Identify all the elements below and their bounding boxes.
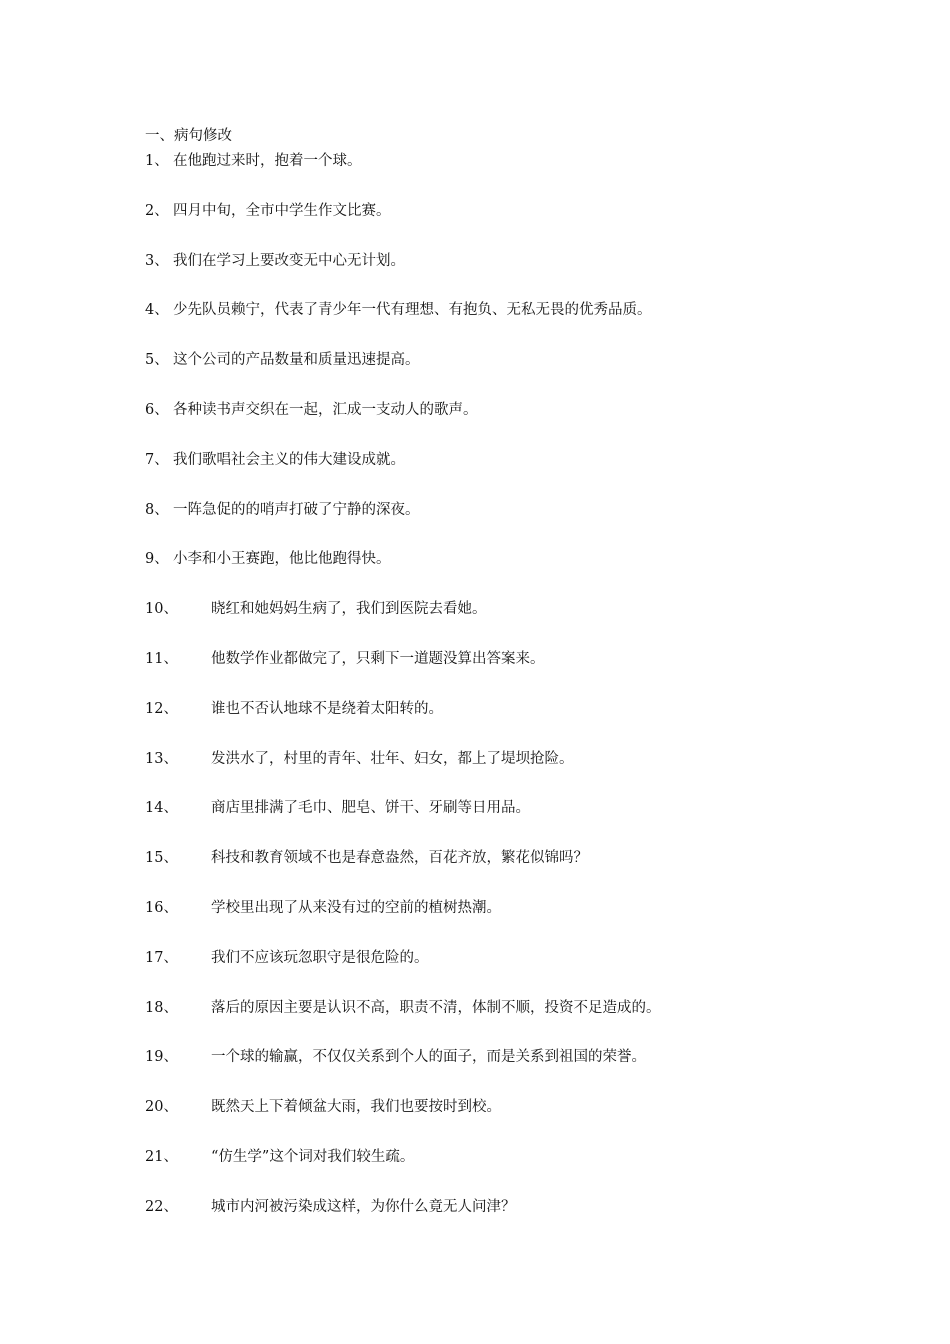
item-number: 4、 — [145, 302, 169, 319]
item-text: 小李和小王赛跑，他比他跑得快。 — [173, 551, 391, 568]
item-number: 19、 — [145, 1049, 178, 1066]
item-text: 一个球的输赢，不仅仅关系到个人的面子，而是关系到祖国的荣誉。 — [211, 1049, 646, 1066]
item-text: 学校里出现了从来没有过的空前的植树热潮。 — [211, 899, 501, 916]
item-text: 四月中旬，全市中学生作文比赛。 — [173, 202, 391, 219]
item-number: 18、 — [145, 999, 178, 1016]
item-number: 7、 — [145, 451, 169, 468]
item-text: 发洪水了，村里的青年、壮年、妇女，都上了堤坝抢险。 — [211, 750, 574, 767]
item-text: 晓红和她妈妈生病了，我们到医院去看她。 — [211, 601, 487, 618]
item-number: 10、 — [145, 601, 178, 618]
item-text: 这个公司的产品数量和质量迅速提高。 — [173, 352, 420, 369]
item-text: 在他跑过来时，抱着一个球。 — [173, 153, 362, 169]
item-text: 科技和教育领域不也是春意盎然，百花齐放，繁花似锦吗？ — [211, 850, 588, 867]
item-number: 1、 — [145, 153, 169, 169]
item-number: 9、 — [145, 551, 169, 568]
item-number: 14、 — [145, 800, 178, 817]
item-number: 2、 — [145, 202, 169, 219]
item-text: 商店里排满了毛巾、肥皂、饼干、牙刷等日用品。 — [211, 800, 530, 817]
item-text: 各种读书声交织在一起，汇成一支动人的歌声。 — [173, 401, 478, 418]
item-number: 3、 — [145, 252, 169, 269]
item-number: 11、 — [145, 650, 178, 667]
item-number: 15、 — [145, 850, 178, 867]
item-number: 6、 — [145, 401, 169, 418]
item-text: 一阵急促的的哨声打破了宁静的深夜。 — [173, 501, 420, 518]
item-text: 我们在学习上要改变无中心无计划。 — [173, 252, 405, 269]
item-text: 谁也不否认地球不是绕着太阳转的。 — [211, 700, 443, 717]
item-text: 既然天上下着倾盆大雨，我们也要按时到校。 — [211, 1099, 501, 1116]
item-number: 8、 — [145, 501, 169, 518]
item-number: 5、 — [145, 352, 169, 369]
item-text: 落后的原因主要是认识不高，职责不清，体制不顺，投资不足造成的。 — [211, 999, 661, 1016]
item-number: 13、 — [145, 750, 178, 767]
section-title: 一、病句修改 — [145, 128, 232, 144]
item-text: 我们不应该玩忽职守是很危险的。 — [211, 949, 429, 966]
item-text: 我们歌唱社会主义的伟大建设成就。 — [173, 451, 405, 468]
item-number: 16、 — [145, 899, 178, 916]
item-text: 城市内河被污染成这样，为你什么竟无人问津？ — [211, 1198, 516, 1215]
item-text: “仿生学”这个词对我们较生疏。 — [211, 1148, 415, 1165]
item-number: 20、 — [145, 1099, 178, 1116]
item-text: 他数学作业都做完了，只剩下一道题没算出答案来。 — [211, 650, 545, 667]
item-number: 12、 — [145, 700, 178, 717]
item-text: 少先队员赖宁，代表了青少年一代有理想、有抱负、无私无畏的优秀品质。 — [173, 302, 652, 319]
item-number: 21、 — [145, 1148, 178, 1165]
item-number: 17、 — [145, 949, 178, 966]
item-number: 22、 — [145, 1198, 178, 1215]
